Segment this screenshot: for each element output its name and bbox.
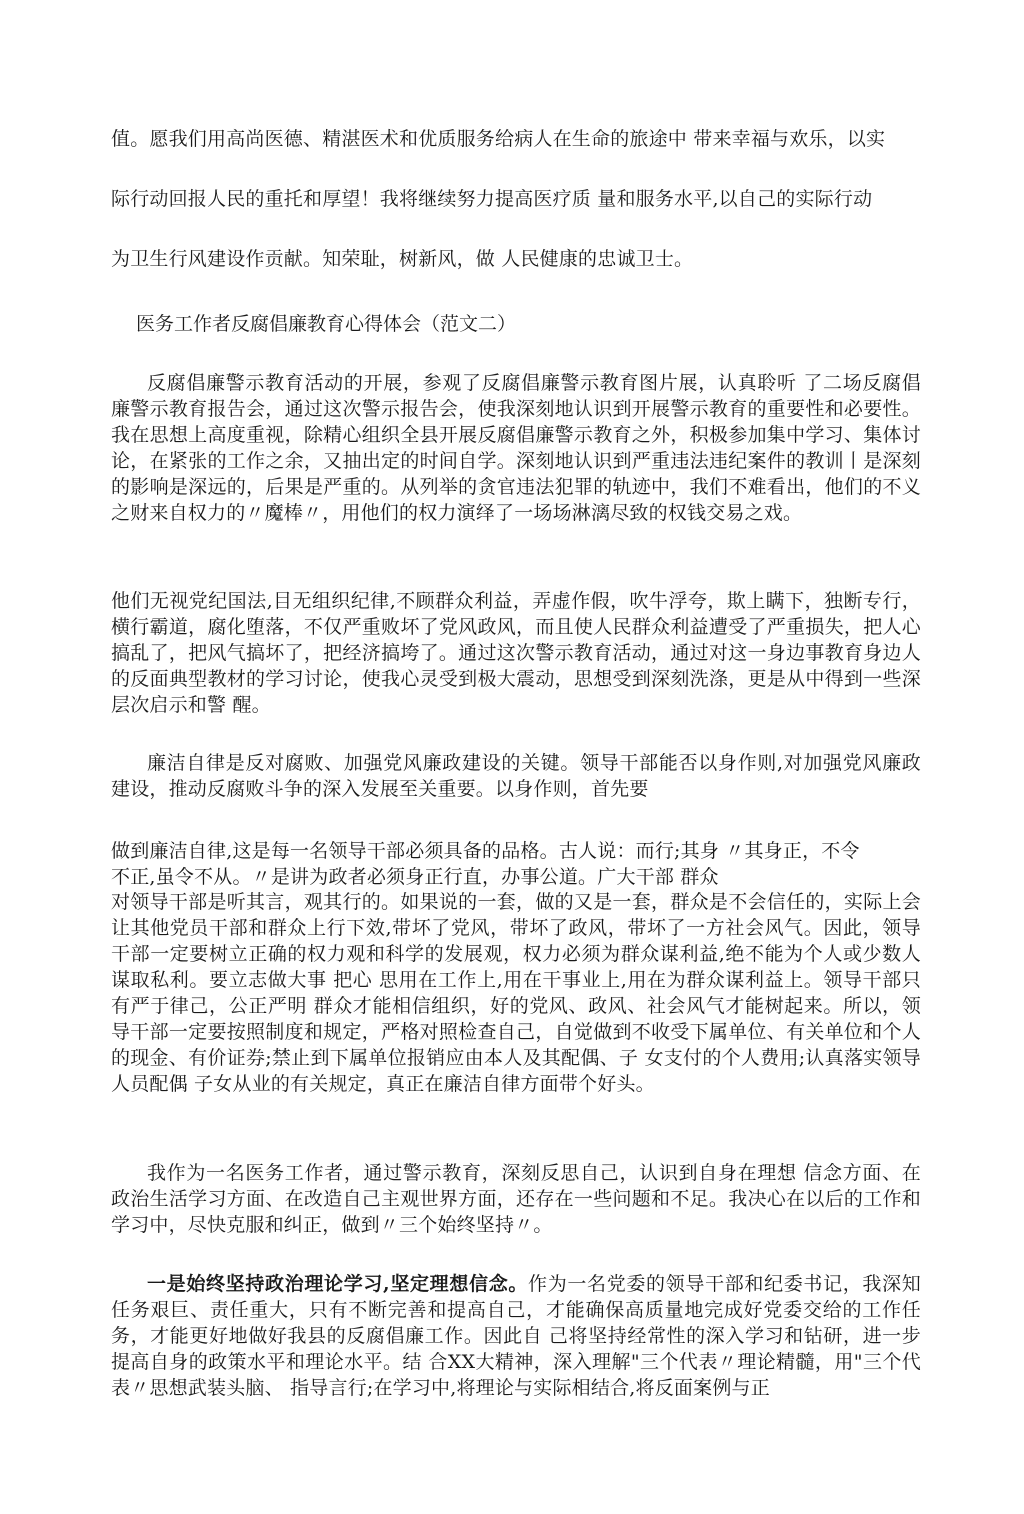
paragraph-4-line-1: 做到廉洁自律,这是每一名领导干部必须具备的品格。古人说：而行;其身 〃其身正，不令 — [111, 840, 860, 862]
intro-line-2: 际行动回报人民的重托和厚望！我将继续努力提高医疗质 量和服务水平,以自己的实际行动 — [111, 188, 873, 210]
section-heading: 医务工作者反腐倡廉教育心得体会（范文二） — [136, 313, 517, 335]
intro-line-1: 值。愿我们用高尚医德、精湛医术和优质服务给病人在生命的旅途中 带来幸福与欢乐，以实 — [111, 128, 886, 150]
paragraph-2: 他们无视党纪国法,目无组织纪律,不顾群众利益，弄虚作假，吹牛浮夸，欺上瞒下，独断专行，横行霸道，腐化堕落，不仅严重败坏了党风政风，而且使人民群众利益遭受了严重损失，把人心搞乱了，把风气搞坏了，把经济搞垮了。通过这次警示教育活动，通过对这一身边事教育身边人的反面典型教材的学习讨论，使我心灵受到极大震动，思想受到深刻洗涤，更是从中得到一些深层次启示和警 醒。 — [111, 590, 921, 716]
paragraph-6-lead: 一是始终坚持政治理论学习,坚定理想信念。 — [147, 1273, 529, 1295]
paragraph-4-line-2: 不正,虽令不从。〃是讲为政者必须身正行直，办事公道。广大干部 群众 — [111, 866, 719, 888]
paragraph-6-rest: 作为一名党委的领导干部和纪委书记，我深知任务艰巨、责任重大，只有不断完善和提高自己，才能确保高质量地完成好党委交给的工作任务，才能更好地做好我县的反腐倡廉工作。因此自 己将坚持经常性的深入学习和钻研，进一步提高自身的政策水平和理论水平。结 合XX大精神，深入理解"三个代表〃理论精髓，用"三个代表〃思想武装头脑、 指导言行;在学习中,将理论与实际相结合,将反面案例与正 — [111, 1273, 921, 1399]
intro-line-3: 为卫生行风建设作贡献。知荣耻，树新风，做 人民健康的忠诚卫士。 — [111, 248, 694, 270]
paragraph-3: 廉洁自律是反对腐败、加强党风廉政建设的关键。领导干部能否以身作则,对加强党风廉政建设，推动反腐败斗争的深入发展至关重要。以身作则，首先要 — [111, 752, 921, 800]
paragraph-4-body: 对领导干部是听其言，观其行的。如果说的一套，做的又是一套，群众是不会信任的，实际上会让其他党员干部和群众上行下效,带坏了党风，带坏了政风，带坏了一方社会风气。因此，领导干部一定要树立正确的权力观和科学的发展观，权力必须为群众谋利益,绝不能为个人或少数人谋取私利。要立志做大事 把心 思用在工作上,用在干事业上,用在为群众谋利益上。领导干部只有严于律己，公正严明 群众才能相信组织，好的党风、政风、社会风气才能树起来。所以，领导干部一定要按照制度和规定，严格对照检查自己，自觉做到不收受下属单位、有关单位和个人的现金、有价证券;禁止到下属单位报销应由本人及其配偶、子 女支付的个人费用;认真落实领导人员配偶 子女从业的有关规定，真正在廉洁自律方面带个好头。 — [111, 891, 921, 1095]
paragraph-6 — [111, 1271, 921, 1401]
paragraph-5: 我作为一名医务工作者，通过警示教育，深刻反思自己，认识到自身在理想 信念方面、在政治生活学习方面、在改造自己主观世界方面，还存在一些问题和不足。我决心在以后的工作和学习中，尽快克服和纠正，做到〃三个始终坚持〃。 — [111, 1162, 921, 1236]
paragraph-1: 反腐倡廉警示教育活动的开展，参观了反腐倡廉警示教育图片展，认真聆听 了二场反腐倡廉警示教育报告会，通过这次警示报告会，使我深刻地认识到开展警示教育的重要性和必要性。我在思想上高度重视，除精心组织全县开展反腐倡廉警示教育之外，积极参加集中学习、集体讨论，在紧张的工作之余，又抽出定的时间自学。深刻地认识到严重违法违纪案件的教训丨是深刻的影响是深远的，后果是严重的。从列举的贪官违法犯罪的轨迹中，我们不难看出，他们的不义之财来自权力的〃魔棒〃，用他们的权力演绎了一场场淋漓尽致的权钱交易之戏。 — [111, 372, 921, 524]
